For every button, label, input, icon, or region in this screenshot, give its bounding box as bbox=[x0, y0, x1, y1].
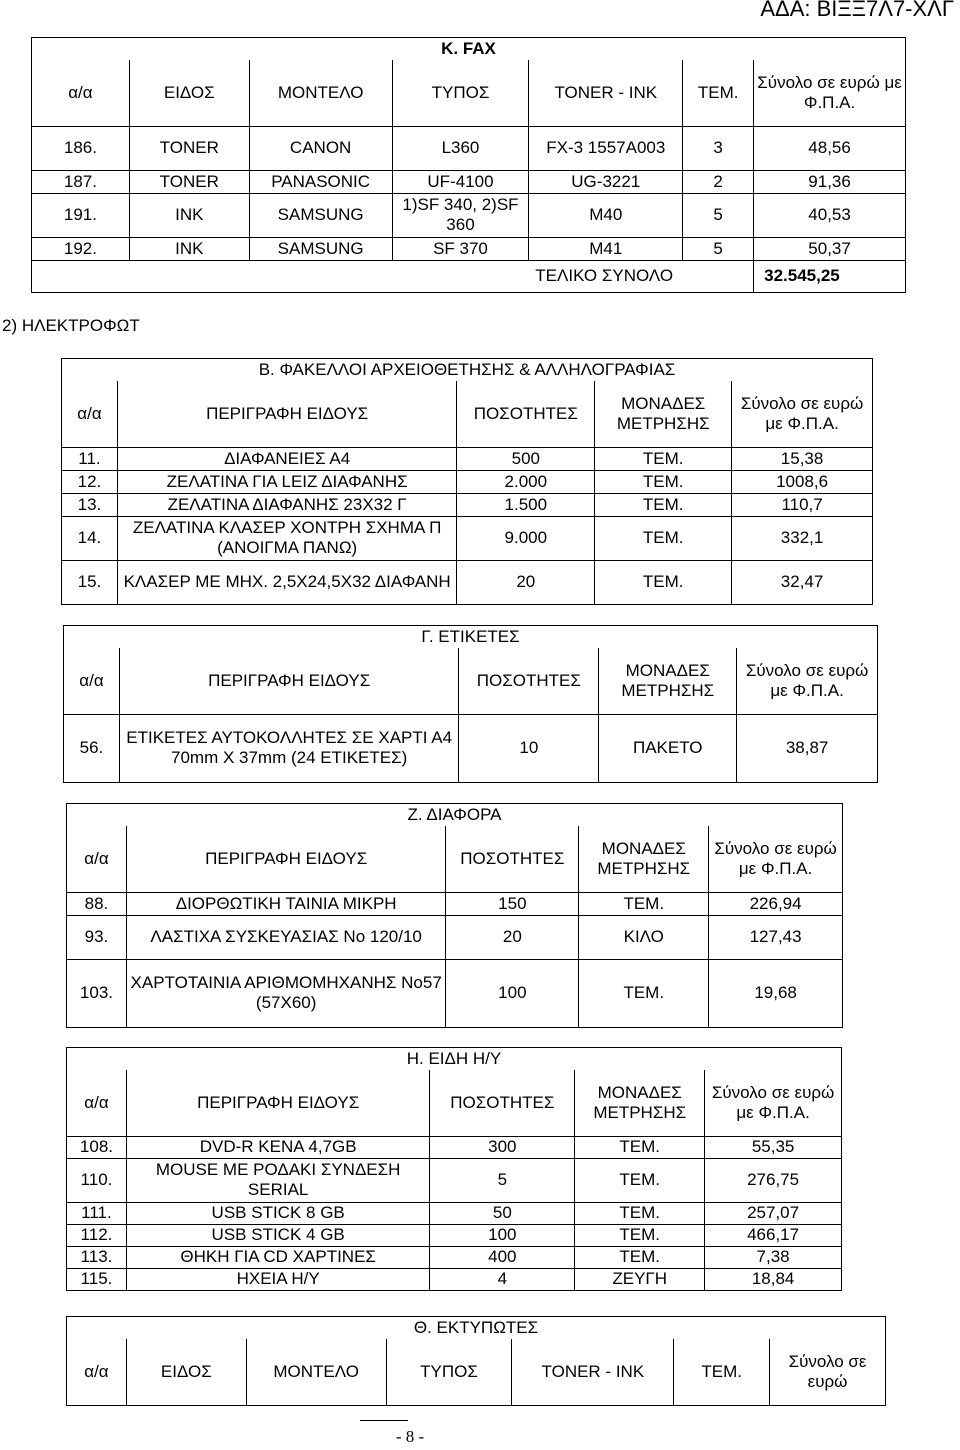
fax-title: Κ. FAX bbox=[32, 38, 906, 61]
folders-title: Β. ΦΑΚΕΛΛΟΙ ΑΡΧΕΙΟΘΕΤΗΣΗΣ & ΑΛΛΗΛΟΓΡΑΦΙΑΣ bbox=[62, 359, 873, 382]
table-cell: ΚΙΛΟ bbox=[579, 915, 709, 959]
header-aa: α/α bbox=[62, 381, 118, 447]
header-montelo: ΜΟΝΤΕΛΟ bbox=[246, 1339, 386, 1405]
table-cell: SAMSUNG bbox=[249, 193, 392, 237]
table-cell: 48,56 bbox=[754, 126, 906, 170]
table-cell: ΤΕΜ. bbox=[595, 560, 732, 604]
table-cell: ΖΕΛΑΤΙΝΑ ΓΙΑ LΕΙΖ ΔΙΑΦΑΝΗΣ bbox=[117, 470, 456, 493]
header-description: ΠΕΡΙΓΡΑΦΗ ΕΙΔΟΥΣ bbox=[117, 381, 456, 447]
table-cell: L360 bbox=[392, 126, 529, 170]
table-cell: ΤΕΜ. bbox=[595, 447, 732, 470]
table-cell: TONER bbox=[129, 170, 249, 193]
table-cell: 18,84 bbox=[705, 1268, 842, 1290]
fax-table bbox=[31, 37, 906, 293]
table-cell: 50 bbox=[430, 1202, 575, 1224]
labels-table bbox=[63, 625, 878, 783]
header-total: Σύνολο σε ευρώ με Φ.Π.Α. bbox=[754, 60, 906, 126]
table-cell: 186. bbox=[32, 126, 130, 170]
table-cell: 187. bbox=[32, 170, 130, 193]
table-cell: 108. bbox=[67, 1136, 127, 1158]
table-cell: ΗΧΕΙΑ Η/Υ bbox=[126, 1268, 429, 1290]
header-eidos: ΕΙΔΟΣ bbox=[126, 1339, 246, 1405]
table-cell: 5 bbox=[430, 1158, 575, 1202]
table-cell: DVD-R ΚΕΝΑ 4,7GB bbox=[126, 1136, 429, 1158]
table-cell: 466,17 bbox=[705, 1224, 842, 1246]
table-cell: 56. bbox=[64, 714, 120, 782]
table-cell: ΘΗΚΗ ΓΙΑ CD ΧΑΡΤΙΝΕΣ bbox=[126, 1246, 429, 1268]
table-cell: 1)SF 340, 2)SF 360 bbox=[392, 193, 529, 237]
header-aa: α/α bbox=[64, 648, 120, 714]
table-cell: 10 bbox=[459, 714, 599, 782]
table-cell: 91,36 bbox=[754, 170, 906, 193]
folders-table bbox=[61, 358, 873, 605]
table-cell: 13. bbox=[62, 493, 118, 516]
page-number: - 8 - bbox=[395, 1427, 425, 1446]
table-cell: 4 bbox=[430, 1268, 575, 1290]
table-cell: TONER bbox=[129, 126, 249, 170]
header-tem: ΤΕΜ. bbox=[683, 60, 754, 126]
table-cell: CANON bbox=[249, 126, 392, 170]
table-cell: 191. bbox=[32, 193, 130, 237]
table-cell: ΤΕΜ. bbox=[575, 1224, 705, 1246]
table-cell: 150 bbox=[446, 892, 579, 915]
table-cell: UF-4100 bbox=[392, 170, 529, 193]
total-value: 32.545,25 bbox=[754, 260, 906, 292]
header-tem: ΤΕΜ. bbox=[674, 1339, 770, 1405]
table-cell: UG-3221 bbox=[529, 170, 683, 193]
table-cell: 88. bbox=[67, 892, 127, 915]
table-cell: 5 bbox=[683, 193, 754, 237]
table-cell: USB STICK 8 GB bbox=[126, 1202, 429, 1224]
header-aa: α/α bbox=[67, 1070, 127, 1136]
table-cell: ΔΙΟΡΘΩΤΙΚΗ ΤΑΙΝΙΑ ΜΙΚΡΗ bbox=[126, 892, 445, 915]
table-cell: ΤΕΜ. bbox=[575, 1136, 705, 1158]
misc-table bbox=[66, 803, 843, 1028]
header-aa: α/α bbox=[67, 1339, 127, 1405]
header-toner-ink: TONER - INK bbox=[529, 60, 683, 126]
table-cell: 7,38 bbox=[705, 1246, 842, 1268]
header-quantity: ΠΟΣΟΤΗΤΕΣ bbox=[430, 1070, 575, 1136]
header-eidos: ΕΙΔΟΣ bbox=[129, 60, 249, 126]
table-cell: ΤΕΜ. bbox=[575, 1246, 705, 1268]
table-cell: M40 bbox=[529, 193, 683, 237]
header-typos: ΤΥΠΟΣ bbox=[392, 60, 529, 126]
table-cell: 20 bbox=[446, 915, 579, 959]
misc-title: Ζ. ΔΙΑΦΟΡΑ bbox=[67, 804, 843, 827]
header-unit: ΜΟΝΑΔΕΣ ΜΕΤΡΗΣΗΣ bbox=[599, 648, 737, 714]
table-cell: INK bbox=[129, 237, 249, 260]
table-cell: ΛΑΣΤΙΧΑ ΣΥΣΚΕΥΑΣΙΑΣ Νο 120/10 bbox=[126, 915, 445, 959]
header-typos: ΤΥΠΟΣ bbox=[386, 1339, 512, 1405]
header-total: Σύνολο σε ευρώ bbox=[770, 1339, 886, 1405]
header-aa: α/α bbox=[67, 826, 127, 892]
table-cell: ΤΕΜ. bbox=[595, 470, 732, 493]
header-total: Σύνολο σε ευρώ με Φ.Π.Α. bbox=[709, 826, 843, 892]
table-cell: 300 bbox=[430, 1136, 575, 1158]
table-cell: M41 bbox=[529, 237, 683, 260]
table-cell: 112. bbox=[67, 1224, 127, 1246]
header-unit: ΜΟΝΑΔΕΣ ΜΕΤΡΗΣΗΣ bbox=[575, 1070, 705, 1136]
table-cell: ΤΕΜ. bbox=[579, 892, 709, 915]
table-cell: 12. bbox=[62, 470, 118, 493]
table-cell: 93. bbox=[67, 915, 127, 959]
table-cell: ΤΕΜ. bbox=[575, 1202, 705, 1224]
table-cell: 100 bbox=[430, 1224, 575, 1246]
printers-table bbox=[66, 1316, 886, 1406]
table-cell: 115. bbox=[67, 1268, 127, 1290]
table-cell: 9.000 bbox=[457, 516, 595, 560]
labels-title: Γ. ΕΤΙΚΕΤΕΣ bbox=[64, 626, 878, 649]
header-montelo: ΜΟΝΤΕΛΟ bbox=[249, 60, 392, 126]
table-cell: 50,37 bbox=[754, 237, 906, 260]
table-cell: 1.500 bbox=[457, 493, 595, 516]
table-cell: SF 370 bbox=[392, 237, 529, 260]
table-cell: 100 bbox=[446, 959, 579, 1027]
header-toner-ink: TONER - INK bbox=[512, 1339, 674, 1405]
table-cell: 110. bbox=[67, 1158, 127, 1202]
header-description: ΠΕΡΙΓΡΑΦΗ ΕΙΔΟΥΣ bbox=[119, 648, 458, 714]
table-cell: 15. bbox=[62, 560, 118, 604]
table-cell: ΧΑΡΤΟΤΑΙΝΙΑ ΑΡΙΘΜΟΜΗΧΑΝΗΣ Νο57 (57Χ60) bbox=[126, 959, 445, 1027]
table-cell: 2 bbox=[683, 170, 754, 193]
page-divider bbox=[360, 1420, 408, 1421]
table-cell: 14. bbox=[62, 516, 118, 560]
header-aa: α/α bbox=[32, 60, 130, 126]
table-cell: USB STICK 4 GB bbox=[126, 1224, 429, 1246]
table-cell: 111. bbox=[67, 1202, 127, 1224]
table-cell: 113. bbox=[67, 1246, 127, 1268]
header-total: Σύνολο σε ευρώ με Φ.Π.Α. bbox=[705, 1070, 842, 1136]
table-cell: 103. bbox=[67, 959, 127, 1027]
table-cell: 38,87 bbox=[737, 714, 878, 782]
printers-title: Θ. ΕΚΤΥΠΩΤΕΣ bbox=[67, 1317, 886, 1340]
section-2-label: 2) ΗΛΕΚΤΡΟΦΩΤ bbox=[2, 316, 140, 335]
table-cell: 110,7 bbox=[732, 493, 873, 516]
table-cell: ΖΕΥΓΗ bbox=[575, 1268, 705, 1290]
table-cell: 5 bbox=[683, 237, 754, 260]
table-cell: 400 bbox=[430, 1246, 575, 1268]
table-cell: 15,38 bbox=[732, 447, 873, 470]
table-cell: ΔΙΑΦΑΝΕΙΕΣ Α4 bbox=[117, 447, 456, 470]
table-cell: 127,43 bbox=[709, 915, 843, 959]
header-total: Σύνολο σε ευρώ με Φ.Π.Α. bbox=[737, 648, 878, 714]
table-cell: SAMSUNG bbox=[249, 237, 392, 260]
table-cell: 226,94 bbox=[709, 892, 843, 915]
table-cell: INK bbox=[129, 193, 249, 237]
table-cell: 2.000 bbox=[457, 470, 595, 493]
table-cell: ΖΕΛΑΤΙΝΑ ΚΛΑΣΕΡ ΧΟΝΤΡΗ ΣΧΗΜΑ Π (ΑΝΟΙΓΜΑ ΠΑΝΩ) bbox=[117, 516, 456, 560]
table-cell: FX-3 1557A003 bbox=[529, 126, 683, 170]
table-cell: 20 bbox=[457, 560, 595, 604]
table-cell: ΤΕΜ. bbox=[595, 516, 732, 560]
header-unit: ΜΟΝΑΔΕΣ ΜΕΤΡΗΣΗΣ bbox=[595, 381, 732, 447]
table-cell: ΕΤΙΚΕΤΕΣ ΑΥΤΟΚΟΛΛΗΤΕΣ ΣΕ ΧΑΡΤΙ Α4 70mm X 37mm (24 ΕΤΙΚΕΤΕΣ) bbox=[119, 714, 458, 782]
table-cell: 332,1 bbox=[732, 516, 873, 560]
header-quantity: ΠΟΣΟΤΗΤΕΣ bbox=[459, 648, 599, 714]
table-cell: 55,35 bbox=[705, 1136, 842, 1158]
table-cell: 19,68 bbox=[709, 959, 843, 1027]
computer-items-table bbox=[66, 1047, 842, 1291]
table-cell: 192. bbox=[32, 237, 130, 260]
table-cell: 276,75 bbox=[705, 1158, 842, 1202]
header-unit: ΜΟΝΑΔΕΣ ΜΕΤΡΗΣΗΣ bbox=[579, 826, 709, 892]
table-cell: 1008,6 bbox=[732, 470, 873, 493]
ada-code: ΑΔΑ: ΒΙΞΞ7Λ7-ΧΛΓ bbox=[760, 0, 954, 21]
table-cell: MOUSE ΜΕ ΡΟΔΑΚΙ ΣΥΝΔΕΣΗ SERIAL bbox=[126, 1158, 429, 1202]
table-cell: ΤΕΜ. bbox=[579, 959, 709, 1027]
header-description: ΠΕΡΙΓΡΑΦΗ ΕΙΔΟΥΣ bbox=[126, 826, 445, 892]
header-description: ΠΕΡΙΓΡΑΦΗ ΕΙΔΟΥΣ bbox=[126, 1070, 429, 1136]
table-cell: PANASONIC bbox=[249, 170, 392, 193]
table-cell: ΤΕΜ. bbox=[595, 493, 732, 516]
table-cell: 11. bbox=[62, 447, 118, 470]
table-cell: 500 bbox=[457, 447, 595, 470]
computer-items-title: Η. ΕΙΔΗ Η/Υ bbox=[67, 1048, 842, 1071]
table-cell: 257,07 bbox=[705, 1202, 842, 1224]
header-quantity: ΠΟΣΟΤΗΤΕΣ bbox=[457, 381, 595, 447]
table-cell: ΤΕΜ. bbox=[575, 1158, 705, 1202]
table-cell: 40,53 bbox=[754, 193, 906, 237]
table-cell: ΠΑΚΕΤΟ bbox=[599, 714, 737, 782]
table-cell: ΚΛΑΣΕΡ ΜΕ ΜΗΧ. 2,5Χ24,5Χ32 ΔΙΑΦΑΝΗ bbox=[117, 560, 456, 604]
table-cell: ΖΕΛΑΤΙΝΑ ΔΙΑΦΑΝΗΣ 23Χ32 Γ bbox=[117, 493, 456, 516]
header-quantity: ΠΟΣΟΤΗΤΕΣ bbox=[446, 826, 579, 892]
table-cell: 3 bbox=[683, 126, 754, 170]
header-total: Σύνολο σε ευρώ με Φ.Π.Α. bbox=[732, 381, 873, 447]
table-cell: 32,47 bbox=[732, 560, 873, 604]
total-label: ΤΕΛΙΚΟ ΣΥΝΟΛΟ bbox=[32, 260, 754, 292]
